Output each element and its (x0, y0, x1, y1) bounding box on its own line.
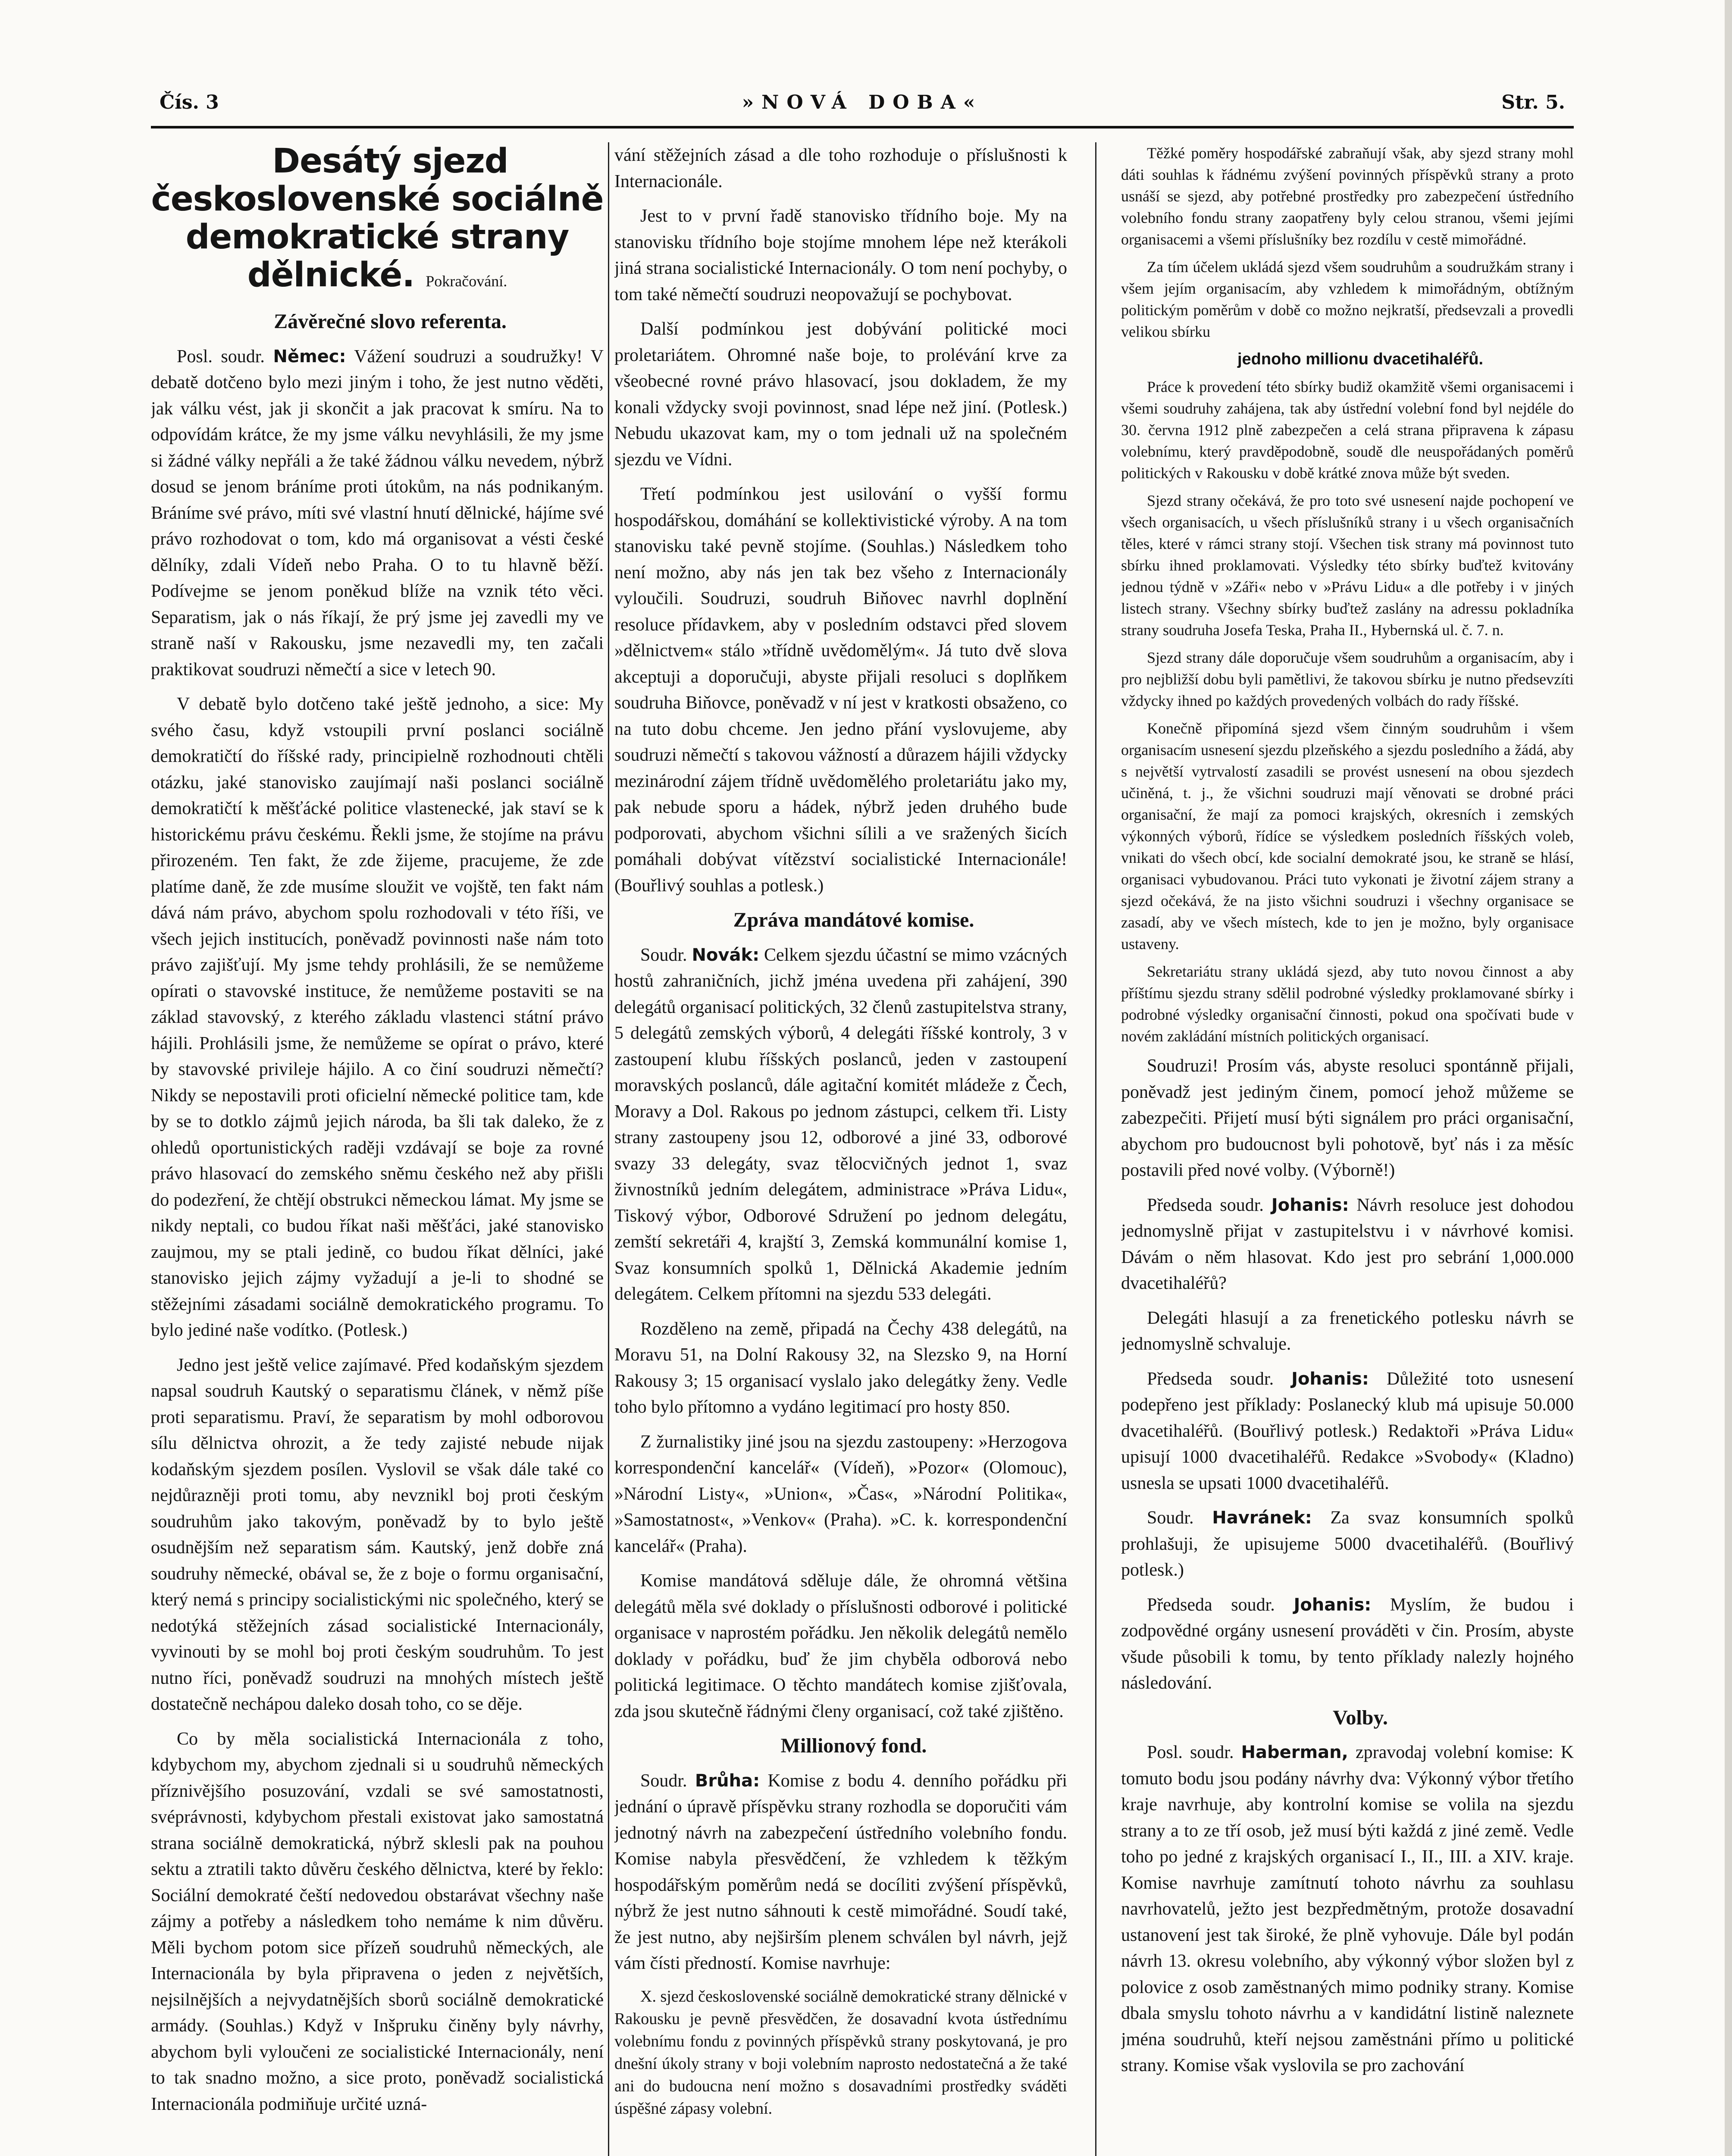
article-title: Desátý sjezd československé sociálně demokratické strany dělnické. Pokračování. (151, 142, 604, 295)
fund-banner: jednoho millionu dvacetihaléřů. (1237, 350, 1484, 368)
paragraph: vání stěžejních zásad a dle toho rozhoduje o příslušnosti k Internacionále. (614, 145, 1067, 191)
paragraph: Konečně připomíná sjezd všem činným soudruhům i všem organisacím usnesení sjezdu plzeňského a sjezdu posledního a žádá, aby s největší vytrvalostí zasadili se provést usnesení na obou sjezdech učiněná, t. j., že všichni soudruzi mají věnovati se drobné práci organisační, že mají za pomoci krajských, okresních i zemských výkonných výborů, řídíce se výsledkem posledních říšských voleb, vnikati do všech obcí, kde socialní demokraté jsou, ke straně se hlásí, organisaci vybudovanou. Práci tuto vykonati je životní zájem strany a sjezd očekává, že na jisto všichni soudruzi i všechny organisace se zasadí, aby ve všech místech, kde to jen je možno, byly organisace ustaveny. (1121, 720, 1574, 953)
section-heading: Zpráva mandátové komise. (733, 909, 974, 931)
column-2 (614, 142, 1067, 2156)
column-separator (1095, 142, 1096, 2156)
paragraph: Jest to v první řadě stanovisko třídního boje. My na stanovisku třídního boje stojíme mnohem lépe než kterákoli jiná strana socialistické Internacionály. O tom není pochyby, o tom také němečtí soudruzi neopovažují se pochybovat. (614, 206, 1067, 304)
paragraph: Rozděleno na země, připadá na Čechy 438 delegátů, na Moravu 51, na Dolní Rakousy 32, na Slezsko 9, na Horní Rakousy 3; 15 organisací vyslalo jako delegátky ženy. Vedle toho bylo přítomno a vydáno legitimací pro hosty 850. (614, 1319, 1067, 1417)
paragraph: Delegáti hlasují a za frenetického potlesku návrh se jednomyslně schvaluje. (1121, 1308, 1574, 1354)
paragraph: Předseda soudr. Johanis: Důležité toto usnesení podepřeno jest příklady: Poslanecký klub má upisuje 50.000 dvacetihaléřů. (Bouřlivý potlesk.) Redaktoři »Práva Lidu« upisují 1000 dvacetihaléřů. Redakce »Svobody« (Kladno) usnesla se upsati 1000 dvacetihaléřů. (1121, 1369, 1574, 1493)
paragraph: Práce k provedení této sbírky budiž okamžitě všemi organisacemi i všemi soudruhy zahájena, tak aby ústřední volební fond byl nejdéle do 30. června 1912 plně zabezpečen a celá strana připravena k zápasu volebnímu, který pravděpodobně, soudě dle neuspořádaných poměrů politických v Rakousku v době krátké znova může být sveden. (1121, 378, 1574, 482)
header-rule (151, 126, 1574, 128)
paragraph: Komise mandátová sděluje dále, že ohromná většina delegátů měla své doklady o příslušnosti odborové i politické organisace v naprostém pořádku. Jen několik delegátů nemělo doklady v pořádku, buď že jim chyběla odborová nebo politická legitimace. O těchto mandátech komise zjišťovala, zda jsou skutečně řádnými členy organisací, což také zjištěno. (614, 1571, 1067, 1721)
column-1 (151, 142, 604, 2156)
paragraph: Z žurnalistiky jiné jsou na sjezdu zastoupeny: »Herzogova korrespondenční kancelář« (Vídeň), »Pozor« (Olomouc), »Národní Listy«, »Union«, »Čas«, »Národní Politika«, »Samostatnost«, »Venkov« (Praha). »C. k. korrespondenční kancelář« (Praha). (614, 1432, 1067, 1556)
page-header (151, 91, 1574, 122)
paragraph: Další podmínkou jest dobývání politické moci proletariátem. Ohromné naše boje, to prolévání krve za všeobecné rovné právo hlasovací, jsou dokladem, že my konali vždycky svoji povinnost, snad lépe než jiní. (Potlesk.) Nebudu ukazovat kam, my o tom jednali už na společném sjezdu ve Vídni. (614, 319, 1067, 470)
section-heading: Millionový fond. (780, 1734, 927, 1757)
paragraph: Předseda soudr. Johanis: Návrh resoluce jest dohodou jednomyslně přijat v zastupitelstvu i v návrhové komisi. Dávám o něm hlasovat. Kdo jest pro sebrání 1,000.000 dvacetihaléřů? (1121, 1195, 1574, 1293)
resolution-continued (1121, 142, 1574, 1047)
column-separator (608, 142, 609, 2156)
paragraph: Posl. soudr. Haberman, zpravodaj volební komise: K tomuto bodu jsou podány návrhy dva: Výkonný výbor třetího kraje navrhuje, aby kontrolní komise se volila na sjezdu strany a to ze tří osob, jež musí býti každá z jiné země. Vedle toho po jedné z krajských organisací I., II., III. a XIV. kraje. Komise navrhuje zamítnutí tohoto návrhu za souhlasu navrhovatelů, ježto jest bezpředmětným, protože dosavadní ustanovení jest tak široké, že plně vyhovuje. Dále byl podán návrh 13. okresu volebního, aby výkonný výbor složen byl z polovice z osob zaměstnaných mimo podniky strany. Komise dbala smyslu tohoto návrhu a v kandidátní listině naleznete jména soudruhů, kteří nejsou zaměstnáni přímo u politické strany. Komise však vyslovila se pro zachování (1121, 1742, 1574, 2075)
page-edge (1725, 0, 1732, 2156)
speaker-name: Němec: (273, 346, 346, 367)
paragraph: Sekretariátu strany ukládá sjezd, aby tuto novou činnost a aby příštímu sjezdu strany sdělil podrobné výsledky proklamované sbírky i podrobné výsledky organisační činnosti, pokud ona spočívati bude v novém zakládání místních politických organisací. (1121, 963, 1574, 1045)
speaker-name: Havránek: (1212, 1508, 1312, 1528)
column-3 (1121, 142, 1574, 2156)
paragraph: Jedno jest ještě velice zajímavé. Před kodaňským sjezdem napsal soudruh Kautský o separatismu článek, v němž píše proti separatismu. Praví, že separatism by mohl odborovou sílu dělnictva ohrozit, a že tedy zajisté nebude nijak kodaňským sjezdem posílen. Vyslovil se však dále také co nejdůrazněji proti tomu, aby nevznikl boj proti českým soudruhům jako takovým, poněvadž by to bylo ještě osudnějším než separatism sám. Kautský, jenž dobře zná soudruhy německé, obával se, že z boje o formu organisační, který nemá s principy socialistickými nic společného, který se nedotýká stěžejních zásad socialistické Internacionály, vyvinouti by se mohl boj proti českým soudruhům. To jest nutno říci, poněvadž soudruzi na mnohých místech ještě dostatečně nechápou daleko dosah toho, co se děje. (151, 1355, 604, 1714)
paragraph: Třetí podmínkou jest usilování o vyšší formu hospodářskou, domáhání se kollektivistické výroby. A na tom stanovisku také pevně stojíme. (Souhlas.) Následkem toho není možno, aby nás jen tak bez všeho z Internacionály vyloučili. Soudruzi, soudruh Biňovec navrhl doplnění resoluce přídavkem, aby v posledním odstavci před slovem »dělnictvem« stálo »třídně uvědomělým«. Já tuto dvě slova akceptuji a doporučuji, abyste přijali resoluci s doplňkem soudruha Biňovce, poněvadž v ní jest v kratkosti obsaženo, co na tuto dobu chceme. Jen jedno přání vyslovujeme, aby soudruzi němečtí s takovou vážností a důrazem hájili vždycky mezinárodní zájem třídně uvědomělého proletariátu jako my, pak nebude sporu a hádek, nýbrž jeden druhého bude podporovati, abychom všichni sílili a ve sražených šicích pomáhali dobývat vítězství socialistické Internacionále! (Bouřlivý souhlas a potlesk.) (614, 484, 1067, 896)
paragraph: Předseda soudr. Johanis: Myslím, že budou i zodpovědné orgány usnesení prováděti v čin. Prosím, abyste všude působili k tomu, by tento příklady nalezly hojného následování. (1121, 1595, 1574, 1693)
paragraph: Posl. soudr. Němec: Vážení soudruzi a soudružky! V debatě dotčeno bylo mezi jiným i toho, že jest nutno věděti, jak válku vést, jak ji skončit a jak pracovat k smíru. Na to odpovídám krátce, že my jsme válku nevyhlásili, že my jsme si žádné války nepřáli a že také žádnou válku nevedem, nýbrž dosud se jenom bráníme proti útokům, na nás podnikaným. Bráníme své právo, míti své vlastní hnutí dělnické, hájíme své právo rozhodovat o tom, kdo má organisovat a vésti české dělníky, zdali Vídeň nebo Praha. O to tu hlavně běží. Podívejme se jenom poněkud blíže na vznik této věci. Separatism, jak o nás říkají, že prý jsme jej zavedli my ve straně naší v Rakousku, jsme nezavedli my, ten začali praktikovat soudruzi němečtí a sice v letech 90. (151, 346, 604, 680)
continued-note: Pokračování. (426, 273, 507, 290)
paragraph: Sjezd strany očekává, že pro toto své usnesení najde pochopení ve všech organisacích, u všech příslušníků strany i u všech organisačních těles, které v rámci strany stojí. Všechen tisk strany má povinnost tuto sbírku ihned proklamovati. Výsledky této sbírky buďtež kvitovány jednou týdně v »Záři« nebo v »Právu Lidu« a dle potřeby i v jiných listech strany. Všechny sbírky buďtež zaslány na adressu pokladníka strany soudruha Josefa Teska, Praha II., Hybernská ul. č. 7. n. (1121, 492, 1574, 639)
speaker-name: Haberman, (1241, 1742, 1348, 1762)
paragraph: Za tím účelem ukládá sjezd všem soudruhům a soudružkám strany i všem jejím organisacím, aby vzhledem k mimořádným, obtížným politickým poměrům v době co možno nejkratší, předsevzali a provedli velikou sbírku (1121, 258, 1574, 340)
section-heading: Volby. (1333, 1706, 1388, 1729)
page-number: Str. 5. (1501, 91, 1565, 113)
speaker-name: Novák: (692, 945, 760, 965)
paragraph: Soudr. Havránek: Za svaz konsumních spolků prohlašuji, že upisujeme 5000 dvacetihaléřů. (Bouřlivý potlesk.) (1121, 1508, 1574, 1580)
newspaper-title: »NOVÁ DOBA« (742, 91, 983, 113)
speaker-name: Johanis: (1294, 1595, 1372, 1615)
paragraph: Soudr. Brůha: Komise z bodu 4. denního pořádku při jednání o úpravě příspěvku strany rozhodla se doporučiti vám jednotný návrh na zabezpečení ústředního volebního fondu. Komise nabyla přesvědčení, že vzhledem k těžkým hospodářským poměrům nedá se docíliti zvýšení příspěvků, nýbrž že jest nutno sáhnouti k cestě mimořádné. Soudí také, že jest nutno, aby nejširším plenem schválen byl návrh, jejž vám čísti předností. Komise navrhuje: (614, 1771, 1067, 1973)
speaker-name: Brůha: (695, 1771, 760, 1791)
issue-number: Čís. 3 (160, 91, 219, 113)
paragraph: Sjezd strany dále doporučuje všem soudruhům a organisacím, aby i pro nejbližší dobu byli pamětlivi, že takovou sbírku je nutno předsevzíti vždycky ihned po každých provedených volbách do rady říšské. (1121, 649, 1574, 709)
paragraph: Soudruzi! Prosím vás, abyste resoluci spontánně přijali, poněvadž jest jediným činem, pomocí jehož můžeme se zabezpečiti. Přijetí musí býti signálem pro práci organisační, abychom pro budoucnost byli pohotově, byť nás i za měsíc postavili před nové volby. (Výborně!) (1121, 1056, 1574, 1180)
resolution-text: X. sjezd československé sociálně demokratické strany dělnické v Rakousku je pevně přesvědčen, že dosavadní kvota ústřednímu volebnímu fondu z povinných příspěvků strany poskytovaná, je pro dnešní úkoly strany v boji volebním naprosto nedostatečná a že také ani do budoucna není možno s dosavadními prostředky sváděti úspěšné zápasy volební. (614, 1987, 1067, 2118)
paragraph: Co by měla socialistická Internacionála z toho, kdybychom my, abychom zjednali si u soudruhů německých příznivějšího posuzování, vzdali se své samostatnosti, svéprávnosti, kdybychom přestali existovat jako samostatná strana sociálně demokratická, nýbrž sklesli pak na pouhou sektu a ztratili takto důvěru českého dělnictva, které by řeklo: Sociální demokraté čeští nedovedou obstarávat všechny naše zájmy a potřeby a následkem toho nemáme k nim důvěru. Měli bychom potom sice přízeň soudruhů německých, ale Internacionála by byla připravena o jeden z největších, nejsilnějších a nejvydatnějších sborů sociálně demokratické armády. (Souhlas.) Když v Inšpruku činěny byly návrhy, abychom byli vyloučeni ze socialistické Internacionály, není to tak snadno možno, a sice proto, poněvadž socialistická Internacionála podmiňuje určité uzná- (151, 1729, 604, 2114)
paragraph: V debatě bylo dotčeno také ještě jednoho, a sice: My svého času, když vstoupili první poslanci sociálně demokratičtí do říšské rady, principielně rozhodnouti chtěli otázku, jaké stanovisko zaujímají naši poslanci sociálně demokratičtí k měšťácké politice vlastenecké, jak staví se k historickému právu českému. Řekli jsme, že stojíme na právu přirozeném. Ten fakt, že zde žijeme, pracujeme, že zde platíme daně, že zde musíme sloužit ve vojště, ten fakt nám dává nám právo, abychom spolu rozhodovali v této říši, ve všech jejich institucích, poněvadž povinnosti naše nám toto právo zajišťují. My jsme tehdy prohlásili, že se nemůžeme opírati o stavovské instituce, že nemůžeme postaviti se na základ stavovský, z kterého základu vlastenci státní právo hájili. Prohlásili jsme, že nemůžeme se opírat o právo, které by stavovské privileje hájilo. A co činí soudruzi němečtí? Nikdy se nepostavili proti oficielní německé politice tam, kde by se to dotklo zájmů jejich národa, ba šli tak daleko, že z ohledů oportunistických raději vzdávají se boje za rovné právo hlasovací do zemského sněmu českého než aby přišli do podezření, že chtějí obstrukci německou lámat. My jsme se nikdy neptali, co budou říkat naši měšťáci, jaké stanovisko zaujmou, my se ptali jedině, co budou říkat dělníci, jaké stanovisko jejich zájmy vyžadují a je-li to shodné se stěžejními zásadami sociálně demokratického programu. To bylo jediné naše vodítko. (Potlesk.) (151, 694, 604, 1340)
paragraph: Těžké poměry hospodářské zabraňují však, aby sjezd strany mohl dáti souhlas k řádnému zvýšení povinných příspěvků strany a proto usnáší se sjezd, aby potřebné prostředky pro zabezpečení ústředního volebního fondu strany zaopatřeny byly celou stranou, všemi jejími organisacemi a všemi příslušníky bez rozdílu v cestě mimořádné. (1121, 144, 1574, 248)
speaker-name: Johanis: (1271, 1195, 1349, 1215)
speaker-name: Johanis: (1291, 1369, 1369, 1389)
section-heading: Závěrečné slovo referenta. (274, 310, 507, 333)
paragraph: Soudr. Novák: Celkem sjezdu účastní se mimo vzácných hostů zahraničních, jichž jména uvedena při zahájení, 390 delegátů organisací politických, 32 členů zastupitelstva strany, 5 delegátů zemských výborů, 4 delegáti říšské kontroly, 3 v zastoupení klubu říšských poslanců, jeden v zastoupení moravských poslanců, dále agitační komitét mládeže z Čech, Moravy a Dol. Rakous po jednom zástupci, celkem tři. Listy strany zastoupeny jsou 12, odborové a jiné 33, odborové svazy 33 delegáty, svaz tělocvičných jednot 1, svaz živnostníků jedním delegátem, administrace »Práva Lidu«, Tiskový výbor, Odborové Sdružení po jednom delegátu, zemští sekretáři 4, krajští 3, Zemská kommunální komise 1, Svaz konsumních spolků 1, Dělnická Akademie jedním delegátem. Celkem přítomni na sjezdu 533 delegáti. (614, 945, 1067, 1304)
